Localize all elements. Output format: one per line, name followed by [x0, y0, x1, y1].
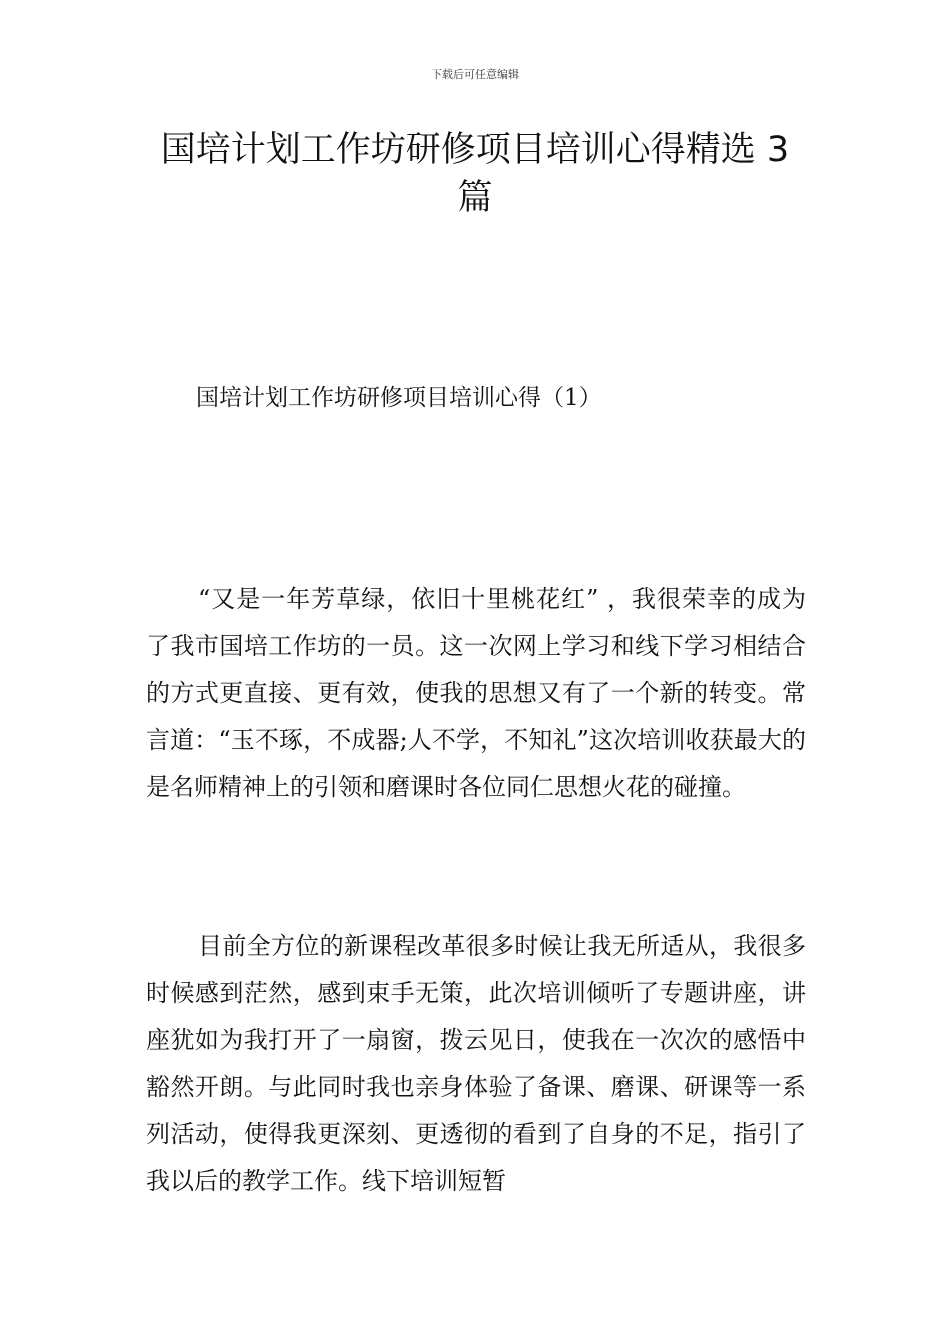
body-paragraph: “又是一年芳草绿，依旧十里桃花红” ，我很荣幸的成为了我市国培工作坊的一员。这一次网上学习和线下学习相结合的方式更直接、更有效，使我的思想又有了一个新的转变。常言道：“玉不琢，不成器;人不学，不知礼”这次培训收获最大的是名师精神上的引领和磨课时各位同仁思想火花的碰撞。 — [146, 585, 806, 801]
section-heading: 国培计划工作坊研修项目培训心得（1） — [196, 385, 602, 411]
download-note: 下载后可任意编辑 — [431, 68, 519, 81]
body-paragraph: 目前全方位的新课程改革很多时候让我无所适从，我很多时候感到茫然，感到束手无策，此次培训倾听了专题讲座，讲座犹如为我打开了一扇窗，拨云见日，使我在一次次的感悟中豁然开朗。与此同时我也亲身体验了备课、磨课、研课等一系列活动，使得我更深刻、更透彻的看到了自身的不足，指引了我以后的教学工作。线下培训短暂 — [146, 932, 806, 1195]
page-title: 国培计划工作坊研修项目培训心得精选 3 篇 — [160, 130, 790, 218]
